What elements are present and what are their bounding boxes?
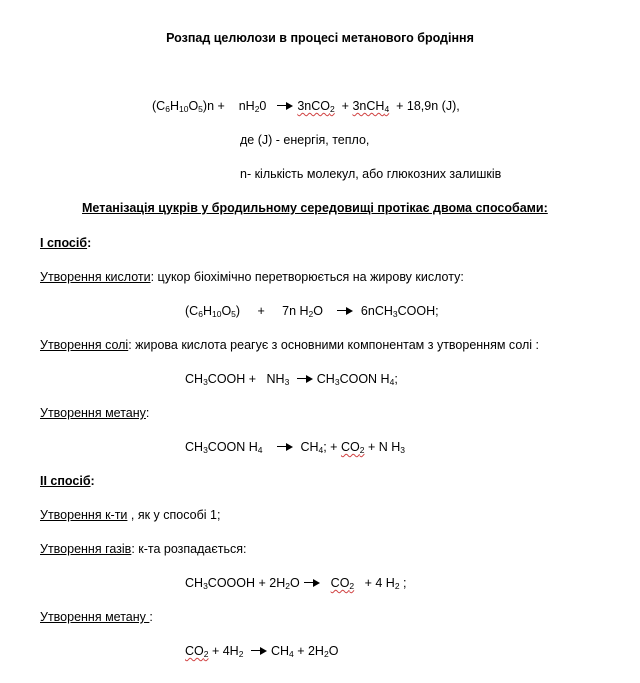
methanization-heading: Метанізація цукрів у бродильному середовищі протікає двома способами:: [82, 201, 548, 215]
note-molecules: n- кількість молекул, або глюкозних залишків: [240, 167, 502, 181]
method-2-methane-text: Утворення метану :: [40, 610, 153, 624]
cellulose-decay-equation: $(C_6H_{10}O_5)n$ + $nH_20$ 3nCO$_2$ + 3nCH$_4$ + 18,9n (J),: [152, 99, 460, 114]
method-2-gas-text: Утворення газів: к-та розпадається:: [40, 542, 247, 556]
method-1-methane-text: Утворення метану:: [40, 406, 150, 420]
reaction-arrow-icon: [304, 578, 320, 587]
reaction-arrow-icon: [277, 101, 293, 110]
method-2-methane-equation: $CO_2 + 4H_2$ $CH_4 + 2H_2O$: [185, 644, 339, 659]
reaction-arrow-icon: [251, 646, 267, 655]
method-2-heading: II спосіб:: [40, 474, 95, 488]
document-title: Розпад целюлози в процесі метанового бродіння: [166, 31, 474, 45]
method-2-acid-text: Утворення к-ти , як у способі 1;: [40, 508, 221, 522]
method-1-salt-equation: $CH_3COOH$ + $NH_3$ $CH_3COON$ $H_4$;: [185, 372, 398, 387]
reaction-arrow-icon: [277, 442, 293, 451]
method-1-methane-equation: $CH_3COON$ $H_4$ $CH_4$; + $CO_2 + N$ $H_3$: [185, 440, 405, 455]
reaction-arrow-icon: [337, 306, 353, 315]
method-1-acid-equation: $(C_6H_{10}O_5)$ + 7n $H_2O$ 6nCH$_3$COOH;: [185, 304, 439, 319]
method-1-salt-text: Утворення солі: жирова кислота реагує з основними компонентам з утворенням солі :: [40, 338, 540, 352]
method-2-gas-equation: $CH_3COOOH + 2H_2O$ $CO_2$ + 4 $H_2$ ;: [185, 576, 407, 591]
method-1-acid-text: Утворення кислоти: цукор біохімічно перетворюється на жирову кислоту:: [40, 270, 464, 284]
note-energy: де (J) - енергія, тепло,: [240, 133, 370, 147]
method-1-heading: I спосіб:: [40, 236, 92, 250]
reaction-arrow-icon: [297, 374, 313, 383]
